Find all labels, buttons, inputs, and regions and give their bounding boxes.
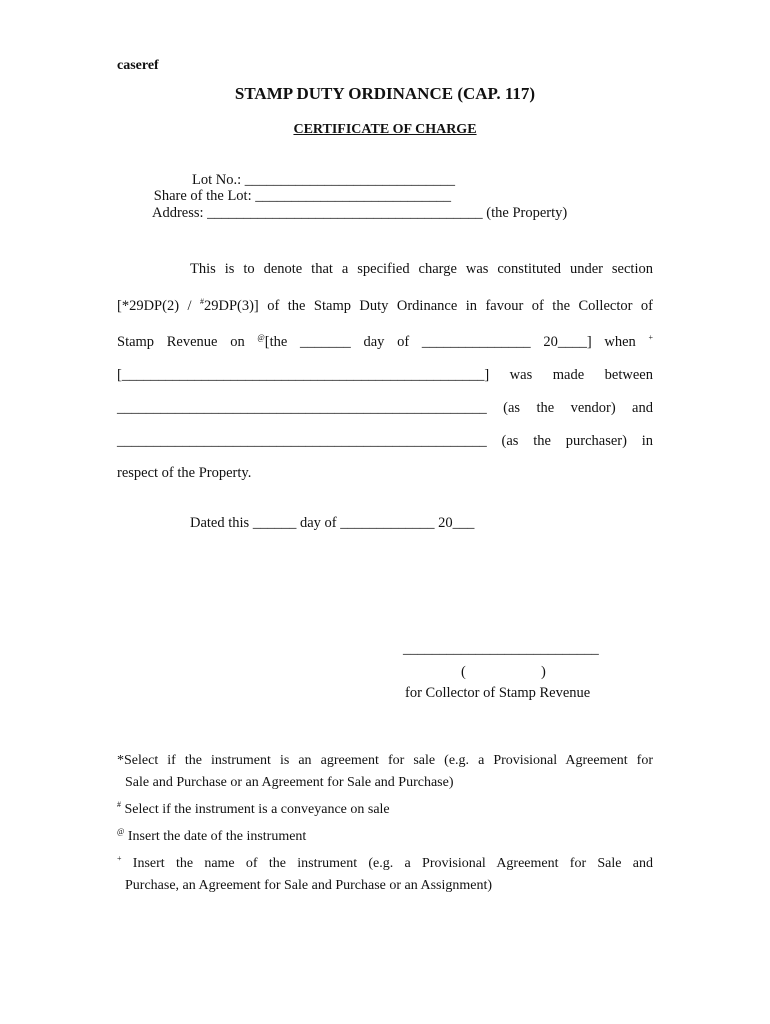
footnote-line: Purchase, an Agreement for Sale and Purchase or an Assignment)	[125, 878, 493, 893]
footnote-line	[117, 821, 653, 848]
body-text: 29DP(3)] of the Stamp Duty Ordinance in favour of the Collector of	[203, 297, 653, 314]
footnote-line: Sale and Purchase or an Agreement for Sale and Purchase)	[125, 775, 454, 790]
body-text: [the _______ day of _______________ 20____] when	[264, 334, 649, 351]
body-line: ___________________________________________________ (as the purchaser) in	[117, 432, 653, 449]
footnote-text: Insert the date of the instrument	[127, 829, 307, 844]
document-subtitle: CERTIFICATE OF CHARGE	[293, 122, 477, 137]
dated-line: Dated this ______ day of _____________ 20___	[190, 515, 475, 531]
plus-marker: +	[117, 854, 122, 863]
caseref-label: caseref	[117, 58, 159, 73]
footnotes	[117, 750, 653, 897]
footnote-line	[117, 848, 653, 875]
share-of-lot-field: Share of the Lot: ___________________________	[153, 188, 451, 204]
body-text: [*29DP(2) /	[117, 297, 200, 314]
body-line: respect of the Property.	[117, 465, 252, 482]
at-marker: @	[117, 827, 125, 836]
signature-paren-open: (	[461, 664, 466, 680]
signature-caption: for Collector of Stamp Revenue	[405, 685, 591, 701]
at-marker: @	[257, 333, 265, 343]
body-line	[117, 286, 653, 323]
signature-line: ___________________________	[403, 641, 599, 657]
footnote-text: Select if the instrument is a conveyance on sale	[124, 802, 390, 817]
body-line: ___________________________________________________ (as the vendor) and	[117, 399, 653, 416]
certificate-body	[117, 253, 653, 490]
body-line	[117, 322, 653, 359]
footnote-line	[117, 794, 653, 821]
document-title: STAMP DUTY ORDINANCE (CAP. 117)	[234, 84, 536, 103]
footnote-line: *Select if the instrument is an agreement for sale (e.g. a Provisional Agreement for	[117, 753, 653, 768]
lot-no-field: Lot No.: _____________________________	[191, 172, 455, 188]
plus-marker: +	[648, 333, 653, 343]
hash-marker: #	[117, 800, 121, 809]
body-text: Stamp Revenue on	[117, 334, 258, 351]
address-field: Address: ______________________________________ (the Property)	[152, 205, 568, 221]
signature-paren-close: )	[541, 664, 546, 680]
hash-marker: #	[199, 296, 204, 306]
body-line: [__________________________________________________] was made between	[117, 367, 653, 384]
body-line: This is to denote that a specified charge was constituted under section	[190, 261, 653, 277]
footnote-text: Insert the name of the instrument (e.g. a Provisional Agreement for Sale and	[121, 856, 653, 871]
